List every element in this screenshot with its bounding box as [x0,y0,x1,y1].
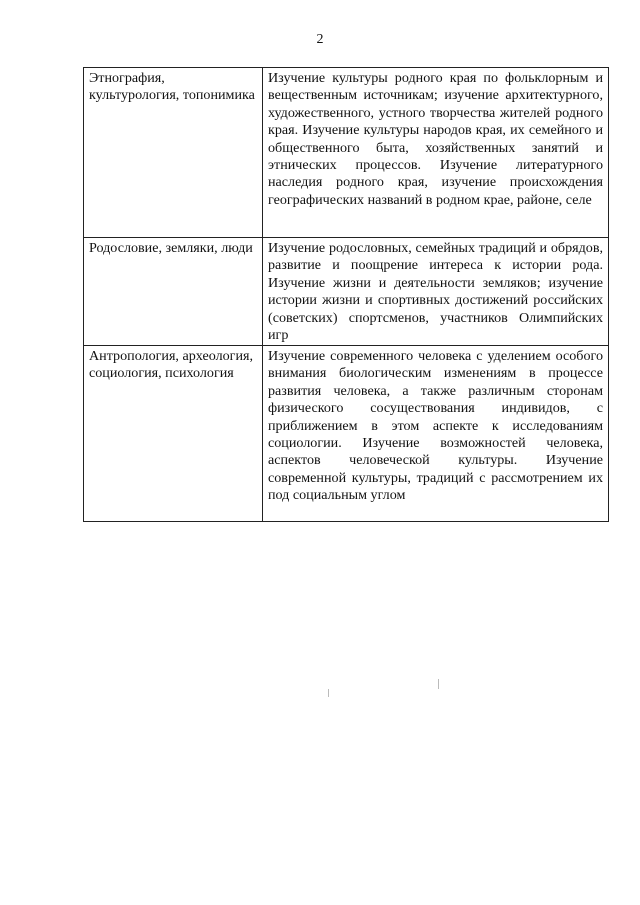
page-number: 2 [316,32,324,47]
topic-cell: Родословие, земляки, люди [84,238,263,346]
topic-cell: Антропология, археология, социология, психология [84,346,263,522]
topics-table [83,67,609,522]
table-row [84,346,609,522]
scan-artifact-line [438,679,439,689]
description-cell: Изучение современного человека с уделением особого внимания биологическим изменениям в процессе развития человека, а также различным сторонам физического сосуществования индивидов, с приближением в этом аспекте к исследованиям социологии. Изучение возможностей человека, аспектов человеческой культуры. Изучение современной культуры, традиций с рассмотрением их под социальным углом [263,346,609,522]
topic-cell: Этнография, культурология, топонимика [84,68,263,238]
table-row [84,68,609,238]
table-row [84,238,609,346]
scan-artifact-line [328,689,329,697]
description-cell: Изучение культуры родного края по фольклорным и вещественным источникам; изучение архитектурного, художественного, устного творчества жителей родного края. Изучение культуры народов края, их семейного и общественного быта, хозяйственных занятий и этнических процессов. Изучение литературного наследия родного края, изучение происхождения географических названий в родном крае, районе, селе [263,68,609,238]
description-cell: Изучение родословных, семейных традиций и обрядов, развитие и поощрение интереса к истории рода. Изучение жизни и деятельности земляков; изучение истории жизни и спортивных достижений российских (советских) спортсменов, участников Олимпийских игр [263,238,609,346]
